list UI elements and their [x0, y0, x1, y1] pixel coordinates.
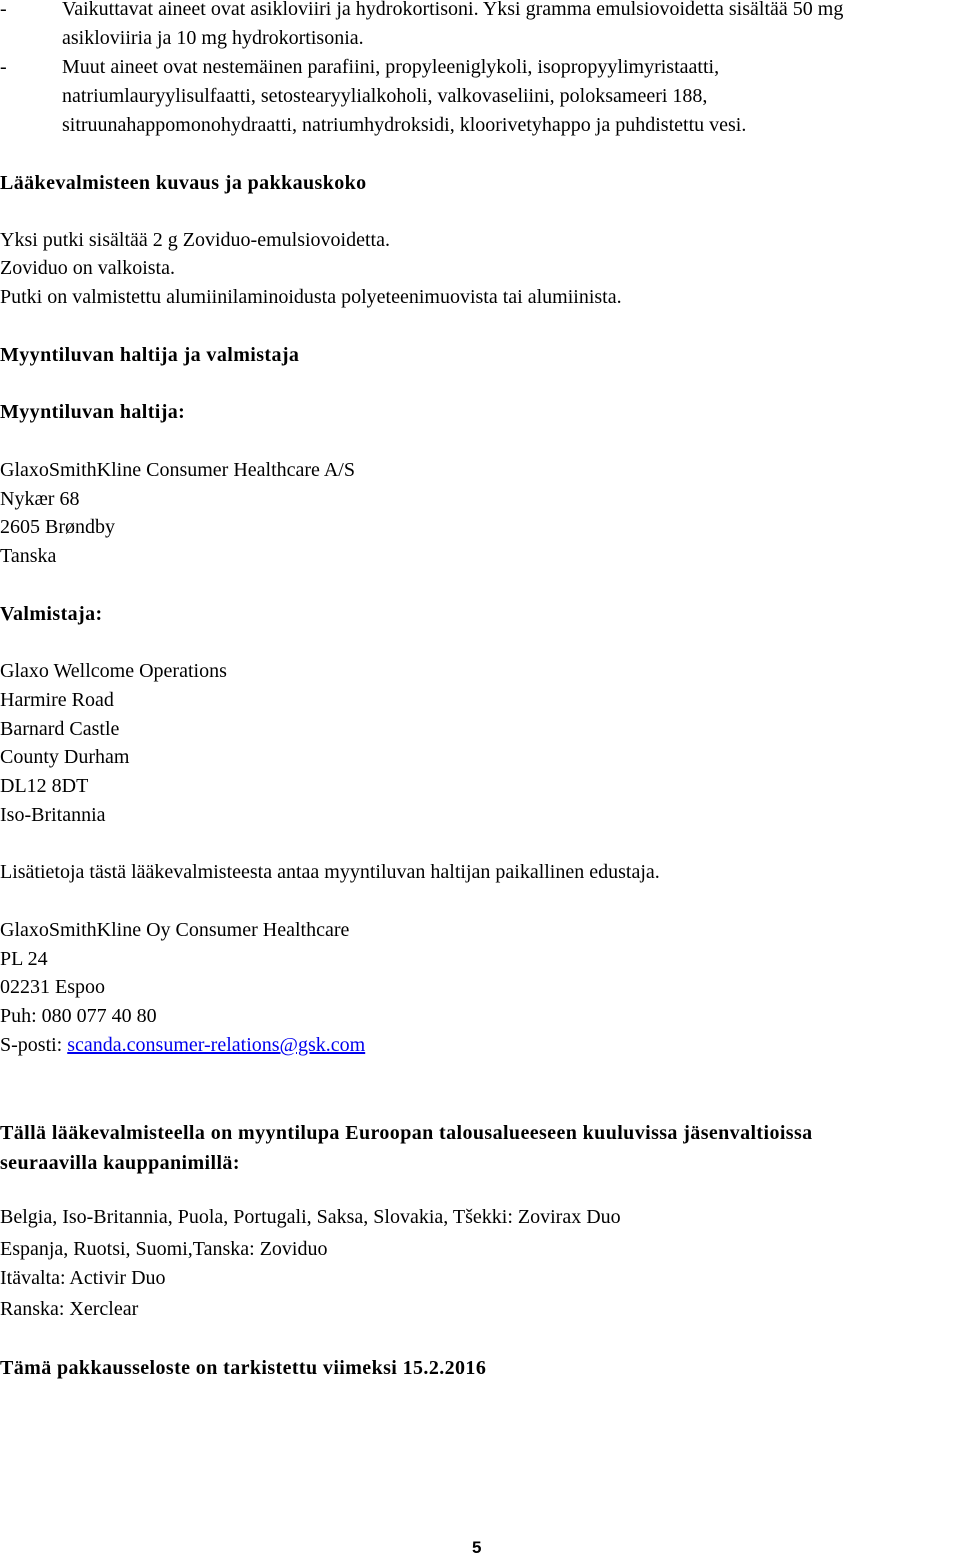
email-link[interactable]: scanda.consumer-relations@gsk.com — [67, 1034, 366, 1056]
trade-names-heading: seuraavilla kauppanimillä: — [0, 1152, 240, 1174]
page-number: 5 — [472, 1538, 482, 1557]
local-rep-address-line: 02231 Espoo — [0, 976, 105, 998]
local-rep-intro: Lisätietoja tästä lääkevalmisteesta antaa myyntiluvan haltijan paikallinen edustaja. — [0, 861, 660, 883]
trade-names-line: Belgia, Iso-Britannia, Puola, Portugali, Saksa, Slovakia, Tšekki: Zovirax Duo — [0, 1206, 621, 1228]
manufacturer-address-line: Iso-Britannia — [0, 804, 106, 826]
manufacturer-address-line: Harmire Road — [0, 689, 114, 711]
active-ingredients-line: Vaikuttavat aineet ovat asikloviiri ja hydrokortisoni. Yksi gramma emulsiovoidetta sisältää 50 mg — [62, 0, 844, 20]
holder-address-line: GlaxoSmithKline Consumer Healthcare A/S — [0, 459, 355, 481]
section-heading-holder: Myyntiluvan haltija ja valmistaja — [0, 344, 300, 366]
manufacturer-address-line: County Durham — [0, 746, 130, 768]
local-rep-email-row — [0, 1034, 365, 1056]
manufacturer-address-line: DL12 8DT — [0, 775, 89, 797]
other-ingredients-line: sitruunahappomonohydraatti, natriumhydroksidi, kloorivetyhappo ja puhdistettu vesi. — [62, 114, 747, 136]
trade-names-heading: Tällä lääkevalmisteella on myyntilupa Euroopan talousalueeseen kuuluvissa jäsenvaltioissa — [0, 1122, 813, 1144]
bullet-dash: - — [0, 56, 7, 78]
description-line: Zoviduo on valkoista. — [0, 257, 175, 279]
other-ingredients-line: natriumlauryylisulfaatti, setostearyylialkoholi, valkovaseliini, poloksameeri 188, — [62, 85, 708, 107]
description-line: Yksi putki sisältää 2 g Zoviduo-emulsiovoidetta. — [0, 229, 390, 251]
holder-address-line: Nykær 68 — [0, 488, 80, 510]
manufacturer-address-line: Barnard Castle — [0, 718, 120, 740]
local-rep-phone: Puh: 080 077 40 80 — [0, 1005, 157, 1027]
bullet-dash: - — [0, 0, 7, 20]
trade-names-line: Espanja, Ruotsi, Suomi,Tanska: Zoviduo — [0, 1238, 328, 1260]
active-ingredients-line: asikloviiria ja 10 mg hydrokortisonia. — [62, 27, 364, 49]
revision-date: Tämä pakkausseloste on tarkistettu viimeksi 15.2.2016 — [0, 1357, 487, 1379]
local-rep-address-line: GlaxoSmithKline Oy Consumer Healthcare — [0, 919, 350, 941]
section-heading-description: Lääkevalmisteen kuvaus ja pakkauskoko — [0, 172, 367, 194]
holder-address-line: Tanska — [0, 545, 57, 567]
manufacturer-label: Valmistaja: — [0, 603, 103, 625]
description-line: Putki on valmistettu alumiinilaminoidusta polyeteenimuovista tai alumiinista. — [0, 286, 622, 308]
holder-address-line: 2605 Brøndby — [0, 516, 115, 538]
email-label: S-posti: — [0, 1034, 68, 1056]
trade-names-line: Itävalta: Activir Duo — [0, 1267, 166, 1289]
trade-names-line: Ranska: Xerclear — [0, 1298, 139, 1320]
other-ingredients-line: Muut aineet ovat nestemäinen parafiini, propyleeniglykoli, isopropyylimyristaatti, — [62, 56, 720, 78]
local-rep-address-line: PL 24 — [0, 948, 48, 970]
holder-label: Myyntiluvan haltija: — [0, 401, 186, 423]
manufacturer-address-line: Glaxo Wellcome Operations — [0, 660, 227, 682]
